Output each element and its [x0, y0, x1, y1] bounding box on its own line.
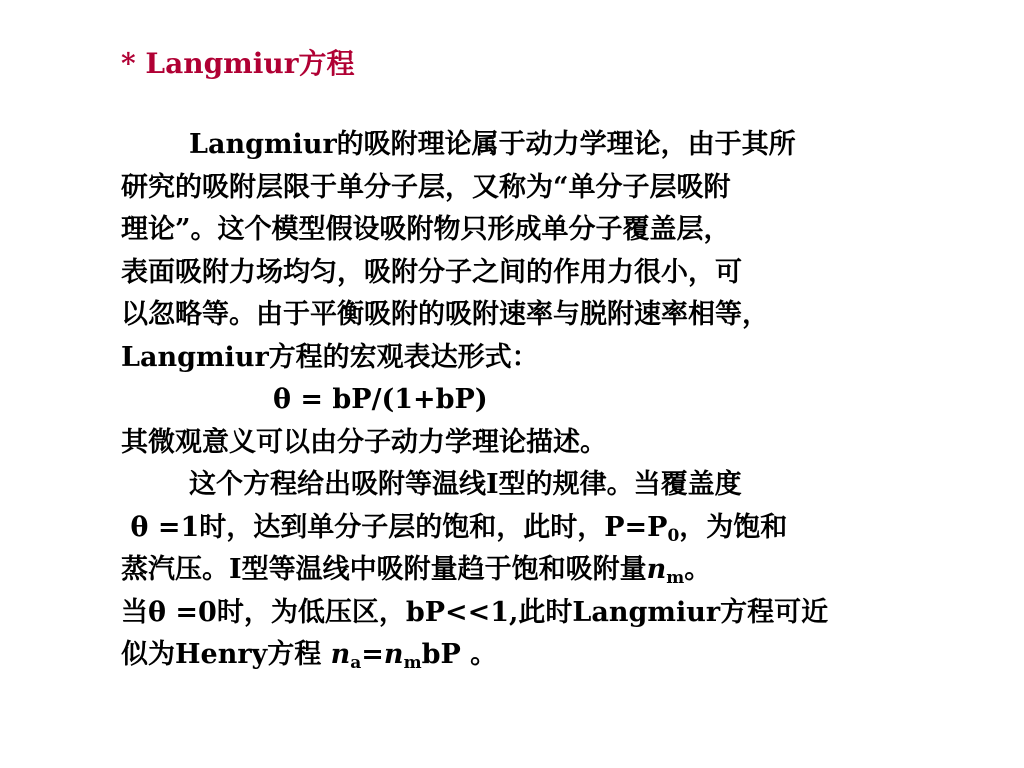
paragraph-line-11 [121, 549, 921, 592]
paragraph-line-12: 当θ =0时，为低压区，bP<<1,此时Langmiur方程可近 [121, 596, 829, 628]
paragraph-line-1: Langmiur的吸附理论属于动力学理论，由于其所 [189, 129, 796, 160]
slide-title: * Langmiur方程 [121, 47, 355, 80]
line-10-text-b: ，为饱和 [679, 511, 788, 543]
nm-subscript: m [666, 568, 685, 588]
paragraph-line-2: 研究的吸附层限于单分子层，又称为“单分子层吸附 [121, 171, 731, 203]
paragraph-line-4: 表面吸附力场均匀，吸附分子之间的作用力很小，可 [121, 256, 742, 288]
paragraph-line-9: 这个方程给出吸附等温线I型的规律。当覆盖度 [189, 469, 742, 500]
paragraph-line-6: Langmiur方程的宏观表达形式： [121, 341, 539, 373]
line-13-text-a: 似为Henry方程 [121, 639, 331, 670]
paragraph-line-10 [121, 507, 921, 550]
nm-symbol-2: n [383, 639, 404, 670]
paragraph-line-3: 理论”。这个模型假设吸附物只形成单分子覆盖层， [121, 214, 731, 245]
paragraph-line-8: 其微观意义可以由分子动力学理论描述。 [121, 426, 607, 458]
langmuir-formula: θ = bP/(1+bP) [273, 384, 488, 415]
slide-body [121, 124, 921, 677]
line-10-text-a: θ =1时，达到单分子层的饱和，此时，P=P [130, 511, 668, 543]
equals-sign: = [361, 639, 384, 670]
nm-subscript-2: m [403, 653, 422, 673]
line-13-text-b: bP 。 [421, 639, 498, 670]
p0-subscript: 0 [667, 525, 680, 546]
nm-symbol: n [646, 554, 667, 585]
line-11-text-a: 蒸汽压。I型等温线中吸附量趋于饱和吸附量 [121, 554, 647, 585]
line-11-text-b: 。 [684, 554, 712, 585]
na-subscript: a [350, 653, 362, 673]
paragraph-line-13 [121, 634, 921, 677]
na-symbol: n [330, 639, 351, 670]
paragraph-line-5: 以忽略等。由于平衡吸附的吸附速率与脱附速率相等， [121, 299, 769, 330]
